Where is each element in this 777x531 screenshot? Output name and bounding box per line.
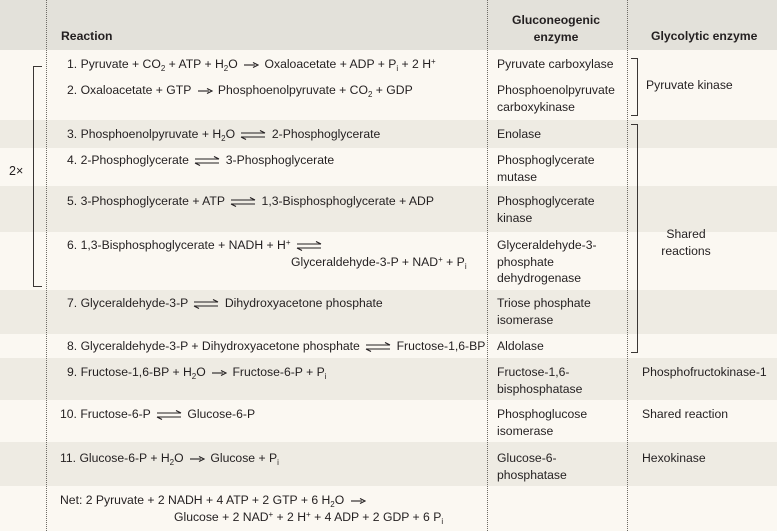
enzyme-10: Phosphoglucose isomerase bbox=[497, 407, 588, 438]
row-number: 8. bbox=[67, 339, 78, 353]
enzyme-2: Phosphoenolpyruvate carboxykinase bbox=[497, 83, 615, 114]
enzyme-5: Phosphoglycerate kinase bbox=[497, 194, 595, 225]
reaction-9: 9. Fructose-1,6-BP + $H_2O$ Fructose-6-P + $P_i$ bbox=[67, 365, 327, 381]
equilibrium-arrow-icon bbox=[240, 130, 266, 140]
glycolytic-shared-reaction: Shared reaction bbox=[642, 407, 729, 421]
equilibrium-arrow-icon bbox=[193, 299, 219, 309]
row-number: 9. bbox=[67, 365, 78, 379]
reaction-11: 11. $Glucose-6-P + H_2O$ $Glucose + P_i$ bbox=[60, 451, 279, 467]
reaction-10: 10. Fructose-6-P Glucose-6-P bbox=[60, 407, 256, 421]
net-reaction: Net: 2 Pyruvate + 2 NADH + 4 ATP + 2 GTP + 6 $H_2O$ bbox=[60, 492, 368, 509]
enzyme-1: Pyruvate carboxylase bbox=[497, 57, 614, 71]
reaction-8: 8. Glyceraldehyde-3-P + Dihydroxyacetone phosphate Fructose-1,6-BP bbox=[67, 339, 486, 353]
enzyme-11: Glucose-6-phosphatase bbox=[497, 451, 567, 482]
shared-reactions-bracket bbox=[631, 124, 638, 353]
glycolytic-shared-reactions: Shared reactions bbox=[661, 227, 711, 258]
reaction-7: 7. Glyceraldehyde-3-P Dihydroxyacetone phosphate bbox=[67, 296, 383, 310]
row-number: 6. bbox=[67, 238, 78, 252]
row-number: 10. bbox=[60, 407, 77, 421]
row-number: 1. bbox=[67, 57, 78, 71]
enzyme-4: Phosphoglycerate mutase bbox=[497, 153, 595, 184]
equilibrium-arrow-icon bbox=[365, 342, 391, 352]
enzyme-8: Aldolase bbox=[497, 339, 544, 353]
header-glycolytic-enzyme: Glycolytic enzyme bbox=[651, 29, 758, 43]
row-number: 2. bbox=[67, 83, 78, 97]
column-divider-left bbox=[46, 0, 47, 531]
glycolytic-hexokinase: Hexokinase bbox=[642, 451, 706, 465]
glycolytic-pyruvate-kinase: Pyruvate kinase bbox=[646, 78, 733, 92]
row-number: 11. bbox=[60, 451, 77, 465]
header-gluconeogenic-enzyme: Gluconeogenic enzyme bbox=[511, 13, 601, 44]
reaction-5: 5. 3-Phosphoglycerate + ATP 1,3-Bisphosphoglycerate + ADP bbox=[67, 194, 434, 208]
reaction-1: 1. Pyruvate + $CO_2$ + ATP + $H_2O$ Oxaloacetate + ADP + $P_i + 2$ H+ bbox=[67, 57, 436, 73]
reaction-2: 2. Oxaloacetate + GTP Phosphoenolpyruvate + $CO_2$ + GDP bbox=[67, 83, 413, 99]
equilibrium-arrow-icon bbox=[230, 197, 256, 207]
enzyme-9: Fructose-1,6-bisphosphatase bbox=[497, 365, 583, 396]
reaction-4: 4. 2-Phosphoglycerate 3-Phosphoglycerate bbox=[67, 153, 335, 167]
forward-arrow-icon bbox=[197, 87, 213, 95]
column-divider-right bbox=[627, 0, 628, 531]
equilibrium-arrow-icon bbox=[296, 241, 322, 251]
reaction-3: 3. Phosphoenolpyruvate + $H_2O$ 2-Phosphoglycerate bbox=[67, 127, 381, 143]
pyruvate-kinase-bracket bbox=[631, 58, 638, 116]
reaction-6-continued: Glyceraldehyde-3-P + $NAD^+ + P_i$ bbox=[291, 255, 467, 271]
row-number: 4. bbox=[67, 153, 78, 167]
forward-arrow-icon bbox=[211, 369, 227, 377]
times-two-bracket bbox=[33, 66, 42, 287]
forward-arrow-icon bbox=[350, 497, 366, 505]
reaction-6: 6. 1,3-Bisphosphoglycerate + NADH + H+ bbox=[67, 237, 324, 254]
forward-arrow-icon bbox=[243, 61, 259, 69]
times-two-label: 2× bbox=[9, 164, 24, 178]
row-number: 3. bbox=[67, 127, 78, 141]
net-reaction-continued: Glucose + 2 NAD+ + 2 H+ + 4 ADP + 2 GDP + 6 $P_i$ bbox=[174, 510, 444, 526]
forward-arrow-icon bbox=[189, 455, 205, 463]
equilibrium-arrow-icon bbox=[194, 156, 220, 166]
enzyme-3: Enolase bbox=[497, 127, 542, 141]
glycolytic-pfk1: Phosphofructokinase-1 bbox=[642, 365, 767, 379]
enzyme-7: Triose phosphate isomerase bbox=[497, 296, 591, 327]
enzyme-6: Glyceraldehyde-3-phosphate dehydrogenase bbox=[497, 238, 597, 285]
row-number: 7. bbox=[67, 296, 78, 310]
header-reaction: Reaction bbox=[61, 29, 113, 43]
row-number: 5. bbox=[67, 194, 78, 208]
equilibrium-arrow-icon bbox=[156, 410, 182, 420]
column-divider-middle bbox=[487, 0, 488, 531]
